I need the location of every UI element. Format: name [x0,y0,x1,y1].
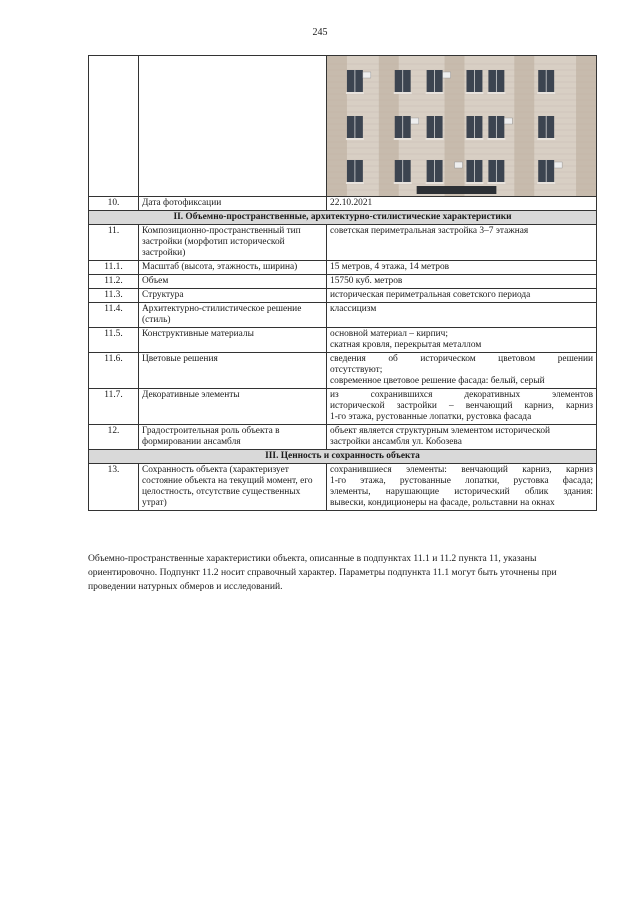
row-label: Композиционно-пространственный тип застройки (морфотип исторической застройки) [139,225,327,261]
row-value: классицизм [327,303,597,328]
pilaster [576,56,596,196]
window-sill [537,138,555,140]
value-line: застройки ансамбля ул. Кобозева [330,437,462,447]
window-sill [346,182,364,184]
row-number: 11. [89,225,139,261]
air-conditioner [554,162,562,168]
building-facade-photo [327,56,596,196]
row-number: 12. [89,425,139,450]
window-sill [465,182,483,184]
row-label: Масштаб (высота, этажность, ширина) [139,261,327,275]
window-sill [487,92,505,94]
window-sill [537,92,555,94]
value-line: сведения об историческом цветовом решении [330,354,593,364]
row-value [327,425,597,450]
row-number: 11.5. [89,328,139,353]
value-line: элементы, нарушающие исторический облик здания: [330,487,593,497]
row-label: Объем [139,275,327,289]
row-number: 11.4. [89,303,139,328]
shop-sign [417,186,497,194]
section-title: III. Ценность и сохранность объекта [89,450,597,464]
row-value [327,353,597,389]
row-label: Декоративные элементы [139,389,327,425]
table-row [89,275,597,289]
table-row [89,353,597,389]
value-line: скатная кровля, перекрытая металлом [330,340,482,350]
photo-num-cell [89,56,139,197]
row-label: Цветовые решения [139,353,327,389]
row-value: 15750 куб. метров [327,275,597,289]
window-sill [394,92,412,94]
value-line: основной материал – кирпич; [330,329,448,339]
air-conditioner [443,72,451,78]
photo-cell [327,56,597,197]
table-row [89,303,597,328]
window-sill [346,92,364,94]
table-row [89,289,597,303]
page-number: 245 [312,27,328,38]
row-label: Сохранность объекта (характеризует состояние объекта на текущий момент, его целостность, отсутствие существенных утрат) [139,464,327,511]
window-sill [537,182,555,184]
object-passport-table [88,55,597,511]
row-number: 11.1. [89,261,139,275]
photo-label-cell [139,56,327,197]
air-conditioner [411,118,419,124]
table-row [89,425,597,450]
facade-illustration [327,56,596,196]
value-line: 1-го этажа, рустованные лопатки, рустовка фасада; [330,476,593,486]
table-row [89,328,597,353]
section-header-3 [89,450,597,464]
row-value: 15 метров, 4 этажа, 14 метров [327,261,597,275]
table-row [89,389,597,425]
window-sill [394,182,412,184]
value-line: отсутствуют; [330,365,383,375]
table-row [89,225,597,261]
table-row [89,464,597,511]
air-conditioner [363,72,371,78]
window-sill [487,138,505,140]
value-line: 1-го этажа, рустованные лопатки, рустовка фасада [330,412,532,422]
row-number: 11.7. [89,389,139,425]
row-value: советская периметральная застройка 3–7 этажная [327,225,597,261]
row-value [327,464,597,511]
row-number: 13. [89,464,139,511]
row-label: Архитектурно-стилистическое решение (стиль) [139,303,327,328]
footnote-paragraph: Объемно-пространственные характеристики объекта, описанные в подпунктах 11.1 и 11.2 пункта 11, указаны ориентировочно. Подпункт 11.2 носит справочный характер. Параметры подпункта 11.1 могут быть уточнены при проведении натурных обмеров и исследований. [88,553,557,592]
row-number: 10. [89,197,139,211]
row-value [327,389,597,425]
pilaster [327,56,347,196]
air-conditioner [504,118,512,124]
window-sill [465,138,483,140]
window-sill [346,138,364,140]
pilaster [514,56,534,196]
row-label: Структура [139,289,327,303]
value-line: вывески, кондиционеры на фасаде, рольставни на окнах [330,498,555,508]
air-conditioner [455,162,463,168]
value-line: сохранившиеся элементы: венчающий карниз, карниз [330,465,593,475]
section-header-2 [89,211,597,225]
row-label: Конструктивные материалы [139,328,327,353]
table-row [89,261,597,275]
row-label: Дата фотофиксации [139,197,327,211]
row-value: историческая периметральная советского периода [327,289,597,303]
window-sill [426,92,444,94]
row-number: 11.6. [89,353,139,389]
window-sill [465,92,483,94]
value-line: объект является структурным элементом исторической [330,426,551,436]
window-sill [426,182,444,184]
value-line: из сохранившихся декоративных элементов [330,390,593,400]
row-value: 22.10.2021 [327,197,597,211]
row-value [327,328,597,353]
row-label: Градостроительная роль объекта в формировании ансамбля [139,425,327,450]
photo-row [89,56,597,197]
table-row [89,197,597,211]
row-number: 11.2. [89,275,139,289]
window-sill [394,138,412,140]
row-number: 11.3. [89,289,139,303]
value-line: современное цветовое решение фасада: белый, серый [330,376,545,386]
value-line: исторической застройки – венчающий карниз, карниз [330,401,593,411]
window-sill [426,138,444,140]
window-sill [487,182,505,184]
section-title: II. Объемно-пространственные, архитектурно-стилистические характеристики [89,211,597,225]
